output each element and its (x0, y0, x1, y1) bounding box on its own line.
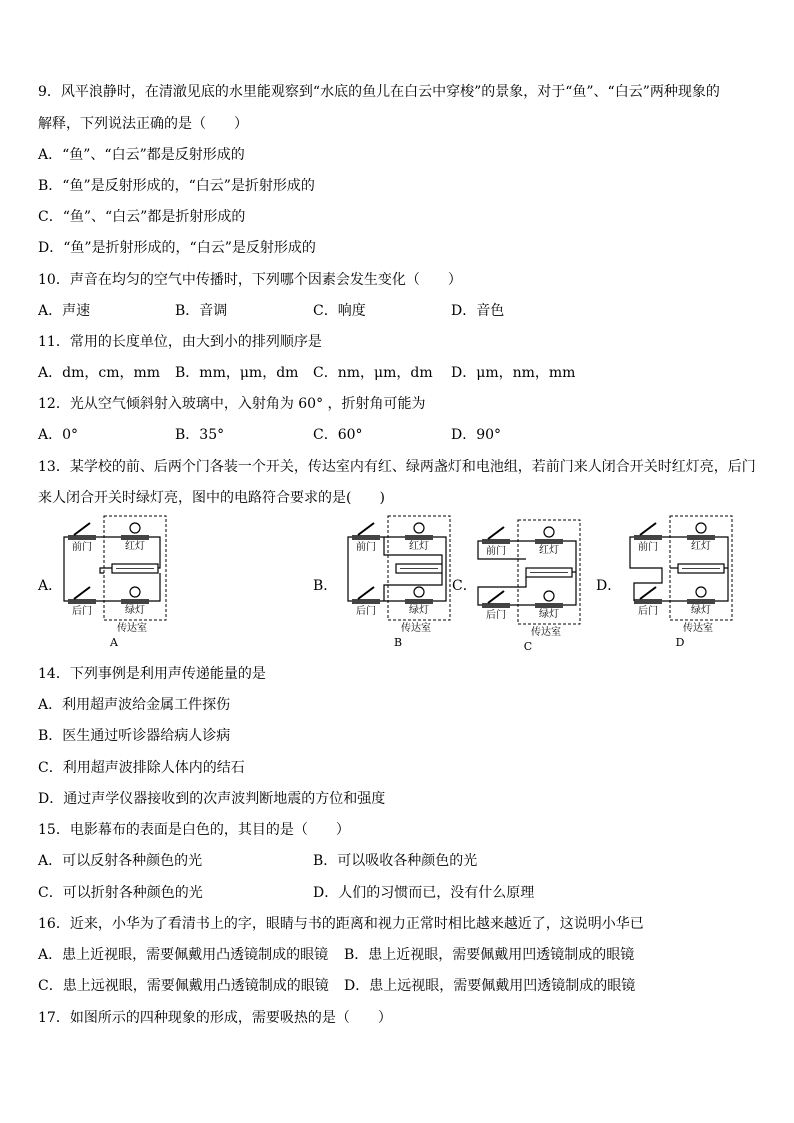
q16-stem: 16．近来，小华为了看清书上的字，眼睛与书的距离和视力正常时相比越来越近了，这说明小华已 (38, 916, 644, 932)
circuit-diagram-b (344, 513, 456, 657)
wire-right-top-a (149, 537, 160, 568)
back-door-switch-a (68, 587, 96, 604)
wire-right-bot-a (149, 573, 160, 601)
circuit-diagram-a (60, 513, 172, 657)
circuit-diagram-d (626, 513, 738, 657)
room-label-c: 传达室 (531, 627, 561, 638)
q16-option-a: A．患上近视眼，需要佩戴用凸透镜制成的眼镜 (38, 947, 329, 963)
q9-option-a: A．“鱼”、“白云”都是反射形成的 (38, 147, 245, 163)
q13-option-c-label: C． (452, 578, 477, 594)
q13-option-d-label: D． (596, 578, 622, 594)
q11-option-b: B．mm，μm，dm (175, 365, 299, 381)
q13-stem-line2: 来人闭合开关时绿灯亮，图中的电路符合要求的是( ) (38, 490, 385, 506)
q14-option-d: D．通过声学仪器接收到的次声波判断地震的方位和强度 (38, 791, 386, 807)
q9-option-b: B．“鱼”是反射形成的，“白云”是折射形成的 (38, 178, 315, 194)
red-light-a (121, 523, 149, 540)
green-light-label-a: 绿灯 (125, 605, 145, 616)
q16-option-c: C．患上远视眼，需要佩戴用凸透镜制成的眼镜 (38, 978, 329, 994)
front-door-switch-d (634, 523, 662, 540)
wire-bat-a (100, 568, 112, 573)
q12-option-b: B．35° (175, 427, 225, 443)
q16-option-b: B．患上近视眼，需要佩戴用凹透镜制成的眼镜 (344, 947, 635, 963)
q10-option-c: C．响度 (313, 303, 366, 319)
green-light-a (121, 587, 149, 604)
green-light-b (405, 587, 433, 604)
red-light-label-c: 红灯 (539, 545, 559, 556)
front-door-switch-a (68, 523, 96, 540)
back-door-switch-b (352, 587, 380, 604)
red-light-label-a: 红灯 (125, 541, 145, 552)
q13-option-b-label: B． (313, 578, 338, 594)
q12-option-c: C．60° (313, 427, 363, 443)
green-light-label-d: 绿灯 (691, 605, 711, 616)
q9-option-c: C．“鱼”、“白云”都是折射形成的 (38, 209, 246, 225)
q15-option-b: B．可以吸收各种颜色的光 (313, 853, 478, 869)
back-door-switch-d (634, 587, 662, 604)
q9-option-d: D．“鱼”是折射形成的，“白云”是反射形成的 (38, 240, 316, 256)
q13-stem-line1: 13．某学校的前、后两个门各装一个开关，传达室内有红、绿两盏灯和电池组，若前门来人闭合开关时红灯亮，后门 (38, 459, 756, 475)
q10-option-a: A．声速 (38, 303, 91, 319)
q15-stem: 15．电影幕布的表面是白色的，其目的是（ ） (38, 822, 350, 838)
q10-stem: 10．声音在均匀的空气中传播时，下列哪个因素会发生变化（ ） (38, 272, 462, 288)
q14-option-b: B．医生通过听诊器给病人诊病 (38, 728, 231, 744)
room-label-a: 传达室 (117, 623, 147, 634)
q10-option-b: B．音调 (175, 303, 228, 319)
front-door-label-c: 前门 (486, 546, 506, 557)
wire-left-a (64, 537, 68, 601)
q15-option-d: D．人们的习惯而已，没有什么原理 (313, 885, 535, 901)
wire-left-b (348, 537, 352, 601)
q16-option-d: D．患上远视眼，需要佩戴用凹透镜制成的眼镜 (344, 978, 636, 994)
q12-option-d: D．90° (451, 427, 502, 443)
red-light-label-d: 红灯 (691, 541, 711, 552)
circuit-diagram-c (474, 517, 586, 657)
front-door-switch-c (482, 527, 510, 544)
front-door-switch-b (352, 523, 380, 540)
q14-option-c: C．利用超声波排除人体内的结石 (38, 760, 245, 776)
q11-stem: 11．常用的长度单位，由大到小的排列顺序是 (38, 334, 322, 350)
front-door-label-a: 前门 (72, 542, 92, 553)
red-light-d (687, 523, 715, 540)
back-door-switch-c (482, 591, 510, 608)
q15-option-a: A．可以反射各种颜色的光 (38, 853, 203, 869)
q14-stem: 14．下列事例是利用声传递能量的是 (38, 666, 266, 682)
room-label-b: 传达室 (401, 623, 431, 634)
front-door-label-d: 前门 (638, 542, 658, 553)
back-door-label-d: 后门 (638, 606, 658, 617)
green-light-c (535, 591, 563, 608)
back-door-label-c: 后门 (486, 610, 506, 621)
wire-mid-bot-b (384, 573, 442, 601)
green-light-label-b: 绿灯 (409, 605, 429, 616)
q15-option-c: C．可以折射各种颜色的光 (38, 885, 203, 901)
red-light-label-b: 红灯 (409, 541, 429, 552)
caption-a: A (110, 636, 118, 649)
red-light-b (405, 523, 433, 540)
caption-b: B (393, 636, 403, 649)
front-door-label-b: 前门 (356, 542, 376, 553)
q17-stem: 17．如图所示的四种现象的形成，需要吸热的是（ ） (38, 1010, 392, 1026)
caption-d: D (675, 636, 685, 649)
green-light-d (687, 587, 715, 604)
caption-c: C (523, 640, 533, 653)
q14-option-a: A．利用超声波给金属工件探伤 (38, 697, 231, 713)
q11-option-a: A．dm，cm，mm (38, 365, 161, 381)
back-door-label-a: 后门 (72, 606, 92, 617)
room-label-d: 传达室 (683, 623, 713, 634)
wire-c-bot-c (478, 577, 526, 605)
q10-option-d: D．音色 (451, 303, 505, 319)
q11-option-c: C．nm，μm，dm (313, 365, 433, 381)
q9-stem-line1: 9．风平浪静时，在清澈见底的水里能观察到“水底的鱼儿在白云中穿梭”的景象，对于“鱼”、“白云”两种现象的 (38, 84, 720, 100)
q12-stem: 12．光从空气倾斜射入玻璃中，入射角为 60° ，折射角可能为 (38, 396, 426, 412)
red-light-c (535, 527, 563, 544)
q9-stem-line2: 解释，下列说法正确的是（ ） (38, 116, 248, 132)
q12-option-a: A．0° (38, 427, 79, 443)
green-light-label-c: 绿灯 (539, 609, 559, 620)
q13-option-a-label: A． (38, 578, 63, 594)
back-door-label-b: 后门 (356, 606, 376, 617)
q11-option-d: D．μm，nm，mm (451, 365, 576, 381)
